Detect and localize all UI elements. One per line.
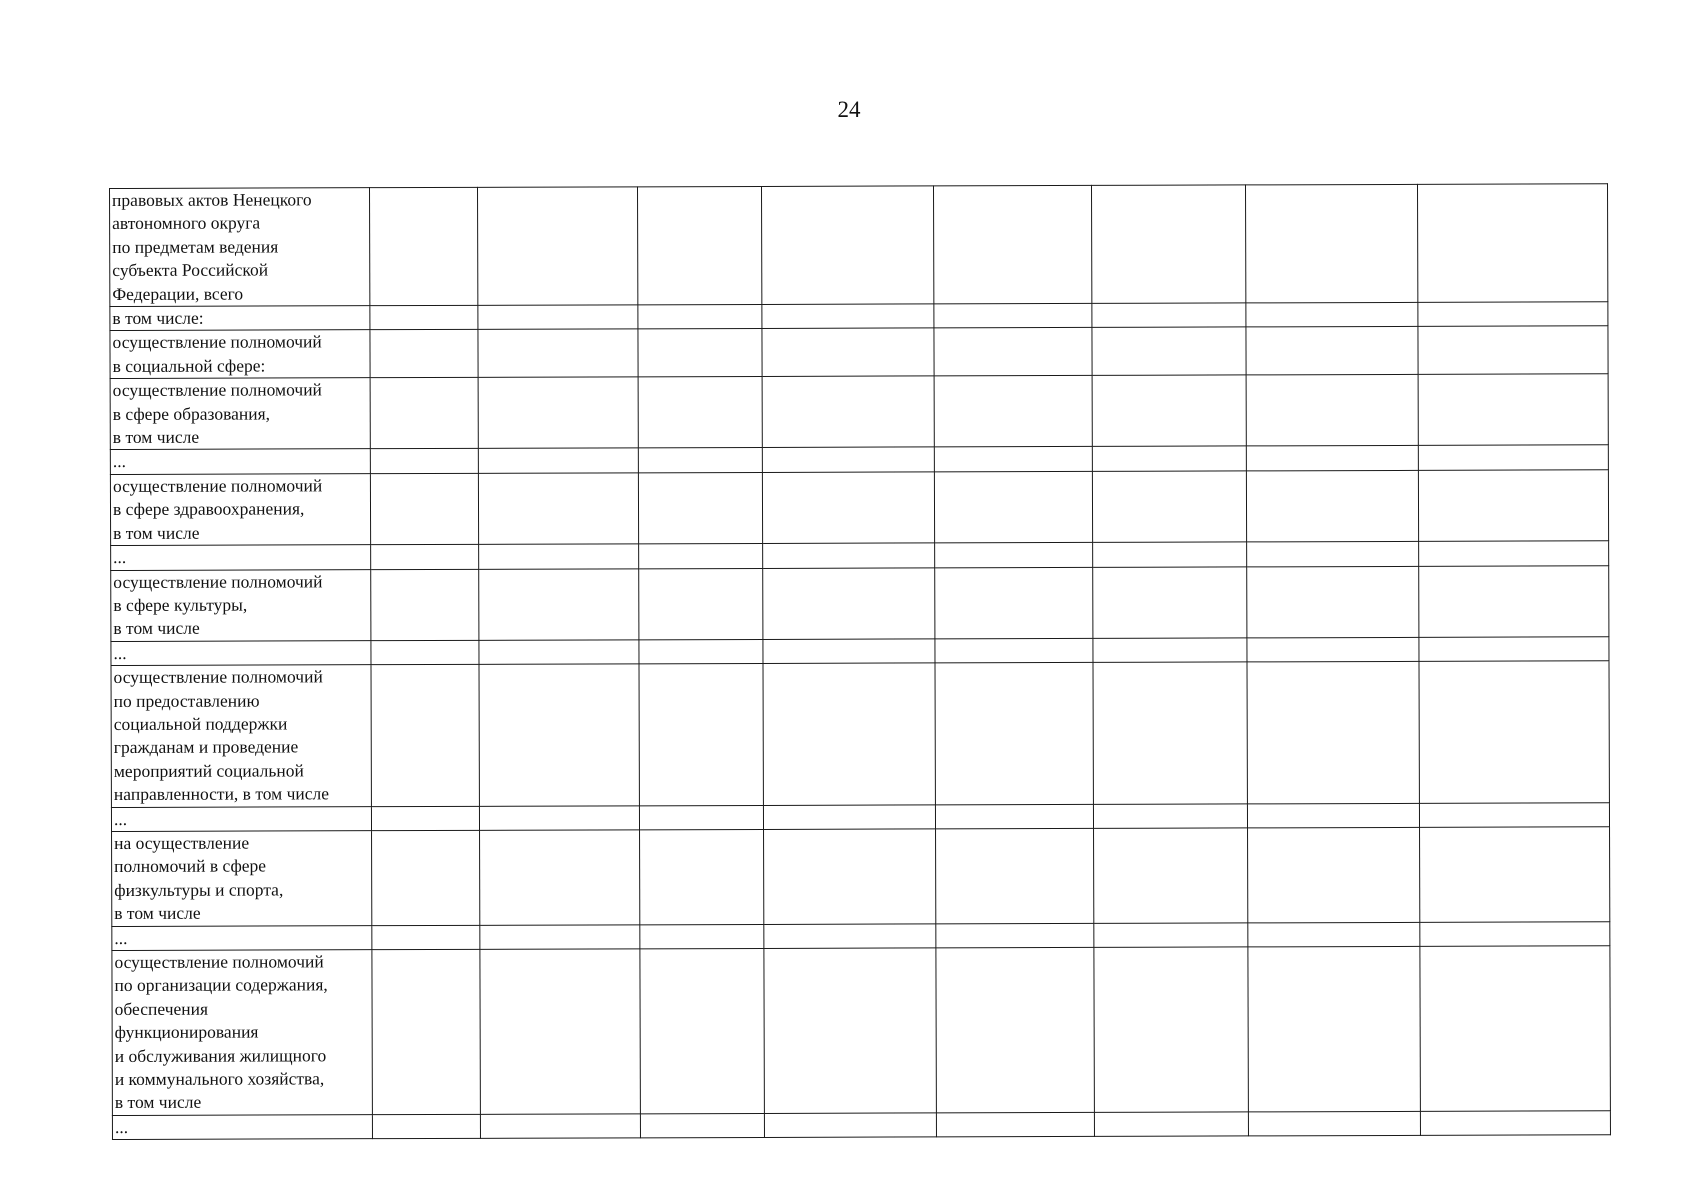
empty-cell (1418, 302, 1608, 327)
empty-cell (1420, 921, 1610, 946)
empty-cell (1419, 541, 1609, 566)
empty-cell (1420, 946, 1611, 1111)
empty-cell (1419, 661, 1609, 803)
empty-cell (1419, 565, 1609, 637)
empty-cell (1247, 662, 1419, 804)
empty-cell (1418, 374, 1608, 446)
empty-cell (480, 949, 641, 1114)
empty-cell (1420, 1111, 1610, 1136)
empty-cell (479, 664, 639, 806)
empty-cell (936, 1112, 1094, 1137)
empty-cell (1246, 446, 1418, 471)
empty-cell (764, 1113, 936, 1138)
empty-cell (370, 449, 478, 474)
empty-cell (372, 1114, 480, 1139)
table-row (110, 184, 1608, 307)
empty-cell (1417, 184, 1607, 303)
row-label-cell: правовых актов Ненецкого автономного округа по предметам ведения субъекта Российской Федерации, всего (110, 188, 370, 307)
empty-cell (370, 305, 478, 330)
row-label-cell: ... (111, 640, 371, 665)
empty-cell (478, 473, 638, 545)
empty-cell (370, 473, 478, 545)
row-label-cell: осуществление полномочий по организации содержания, обеспечения функционирования и обслуживания жилищного и коммунального хозяйства, в том числе (112, 950, 373, 1116)
row-label-cell: на осуществление полномочий в сфере физкультуры и спорта, в том числе (112, 831, 372, 926)
empty-cell (763, 543, 935, 568)
empty-cell (761, 186, 933, 305)
empty-cell (933, 185, 1091, 304)
empty-cell (763, 567, 935, 639)
table-row (112, 1111, 1610, 1140)
empty-cell (372, 925, 480, 950)
empty-cell (1092, 446, 1246, 471)
empty-cell (478, 377, 638, 449)
table-row (112, 827, 1610, 926)
table-row (110, 374, 1608, 450)
empty-cell (480, 830, 640, 925)
empty-cell (638, 329, 762, 377)
empty-cell (764, 923, 936, 948)
empty-cell (637, 186, 761, 304)
empty-cell (1247, 541, 1419, 566)
empty-cell (1246, 375, 1418, 447)
empty-cell (371, 569, 479, 641)
row-label-cell: ... (111, 545, 371, 570)
empty-cell (371, 544, 479, 569)
empty-cell (1418, 326, 1608, 374)
empty-cell (762, 376, 934, 448)
empty-cell (478, 448, 638, 473)
empty-cell (1246, 327, 1418, 375)
empty-cell (763, 639, 935, 664)
empty-cell (935, 804, 1093, 829)
empty-cell (638, 304, 762, 329)
empty-cell (762, 328, 934, 376)
empty-cell (1245, 184, 1417, 303)
empty-cell (935, 543, 1093, 568)
empty-cell (1092, 375, 1246, 447)
empty-cell (639, 568, 763, 640)
empty-cell (1418, 445, 1608, 470)
empty-cell (1093, 662, 1247, 804)
empty-cell (372, 830, 480, 925)
row-label-cell: осуществление полномочий в сфере образования, в том числе (110, 378, 370, 450)
table-row (111, 565, 1609, 641)
empty-cell (763, 804, 935, 829)
page-number: 24 (837, 97, 861, 122)
row-label-cell: в том числе: (110, 306, 370, 331)
empty-cell (478, 305, 638, 330)
empty-cell (934, 447, 1092, 472)
empty-cell (762, 447, 934, 472)
empty-cell (1419, 637, 1609, 662)
empty-cell (370, 187, 478, 305)
table-row (110, 470, 1608, 546)
empty-cell (1092, 471, 1246, 543)
row-label-cell: осуществление полномочий в сфере здравоохранения, в том числе (110, 474, 370, 546)
empty-cell (934, 328, 1092, 376)
empty-cell (638, 377, 762, 449)
empty-cell (371, 640, 479, 665)
budget-table (109, 183, 1611, 1140)
empty-cell (764, 829, 936, 924)
empty-cell (1418, 470, 1608, 542)
empty-cell (936, 828, 1094, 923)
empty-cell (371, 806, 479, 831)
table-row (111, 661, 1609, 807)
empty-cell (640, 829, 764, 924)
empty-cell (934, 303, 1092, 328)
empty-cell (639, 664, 763, 806)
row-label-cell: осуществление полномочий в сфере культуры, в том числе (111, 569, 371, 641)
empty-cell (479, 805, 639, 830)
empty-cell (1419, 802, 1609, 827)
empty-cell (1094, 947, 1249, 1112)
empty-cell (1093, 566, 1247, 638)
row-label-cell: ... (110, 449, 370, 474)
empty-cell (480, 1114, 640, 1139)
empty-cell (1246, 470, 1418, 542)
empty-cell (1248, 946, 1421, 1111)
empty-cell (1094, 923, 1248, 948)
empty-cell (1248, 1111, 1420, 1136)
empty-cell (936, 923, 1094, 948)
empty-cell (639, 639, 763, 664)
empty-cell (1247, 637, 1419, 662)
empty-cell (1248, 827, 1420, 922)
empty-cell (372, 949, 481, 1114)
empty-cell (640, 924, 764, 949)
row-label-cell: ... (112, 925, 372, 950)
row-label-cell: ... (112, 1115, 372, 1140)
empty-cell (1247, 566, 1419, 638)
empty-cell (1094, 828, 1248, 923)
table-row (110, 326, 1608, 379)
empty-cell (1092, 303, 1246, 328)
empty-cell (639, 544, 763, 569)
empty-cell (479, 640, 639, 665)
empty-cell (1248, 922, 1420, 947)
empty-cell (1094, 1112, 1248, 1137)
empty-cell (370, 330, 478, 378)
empty-cell (638, 472, 762, 544)
empty-cell (477, 187, 637, 306)
empty-cell (1092, 327, 1246, 375)
empty-cell (1091, 185, 1245, 304)
empty-cell (934, 471, 1092, 543)
table-row (112, 946, 1611, 1116)
empty-cell (1093, 638, 1247, 663)
empty-cell (935, 638, 1093, 663)
empty-cell (935, 567, 1093, 639)
empty-cell (371, 664, 479, 806)
empty-cell (762, 304, 934, 329)
empty-cell (1420, 827, 1610, 922)
empty-cell (370, 378, 478, 450)
empty-cell (764, 948, 937, 1113)
empty-cell (936, 947, 1095, 1112)
empty-cell (639, 805, 763, 830)
empty-cell (479, 568, 639, 640)
empty-cell (1247, 803, 1419, 828)
empty-cell (762, 472, 934, 544)
empty-cell (480, 924, 640, 949)
empty-cell (479, 544, 639, 569)
empty-cell (1246, 302, 1418, 327)
empty-cell (1093, 803, 1247, 828)
empty-cell (640, 948, 765, 1113)
empty-cell (640, 1113, 764, 1138)
empty-cell (935, 663, 1093, 805)
empty-cell (478, 329, 638, 377)
row-label-cell: ... (111, 806, 371, 831)
empty-cell (934, 376, 1092, 448)
row-label-cell: осуществление полномочий в социальной сфере: (110, 330, 370, 379)
empty-cell (1093, 542, 1247, 567)
empty-cell (763, 663, 935, 805)
row-label-cell: осуществление полномочий по предоставлению социальной поддержки гражданам и проведение мероприятий социальной направленности, в том числе (111, 665, 371, 807)
empty-cell (638, 448, 762, 473)
